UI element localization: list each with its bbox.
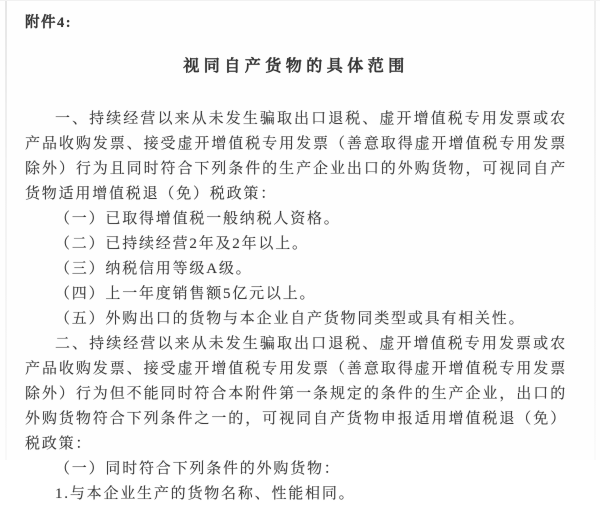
document-body <box>25 107 567 507</box>
paragraph: 1.与本企业生产的货物名称、性能相同。 <box>55 486 356 502</box>
attachment-label: 附件4: <box>25 15 73 31</box>
paragraph: （一）同时符合下列条件的外购货物： <box>55 461 341 477</box>
paragraph: 二、持续经营以来从未发生骗取出口退税、虚开增值税专用发票或农产品收购发票、接受虚开增值税专用发票（善意取得虚开增值税专用发票除外）行为但不能同时符合本附件第一条规定的条件的生产企业，出口的外购货物符合下列条件之一的，可视同自产货物申报适用增值税退（免）税政策： <box>25 336 567 452</box>
paragraph: 一、持续经营以来从未发生骗取出口退税、虚开增值税专用发票或农产品收购发票、接受虚开增值税专用发票（善意取得虚开增值税专用发票除外）行为且同时符合下列条件的生产企业出口的外购货物，可视同自产货物适用增值税退（免）税政策： <box>25 111 567 202</box>
paragraph: （四）上一年度销售额5亿元以上。 <box>55 286 317 302</box>
paragraph: （二）已持续经营2年及2年以上。 <box>55 236 309 252</box>
paragraph: （一）已取得增值税一般纳税人资格。 <box>55 211 341 227</box>
document-content <box>0 1 600 507</box>
paragraph: （五）外购出口的货物与本企业自产货物同类型或具有相关性。 <box>55 311 526 327</box>
document-title: 视同自产货物的具体范围 <box>183 58 409 75</box>
paragraph: （三）纳税信用等级A级。 <box>55 261 253 277</box>
